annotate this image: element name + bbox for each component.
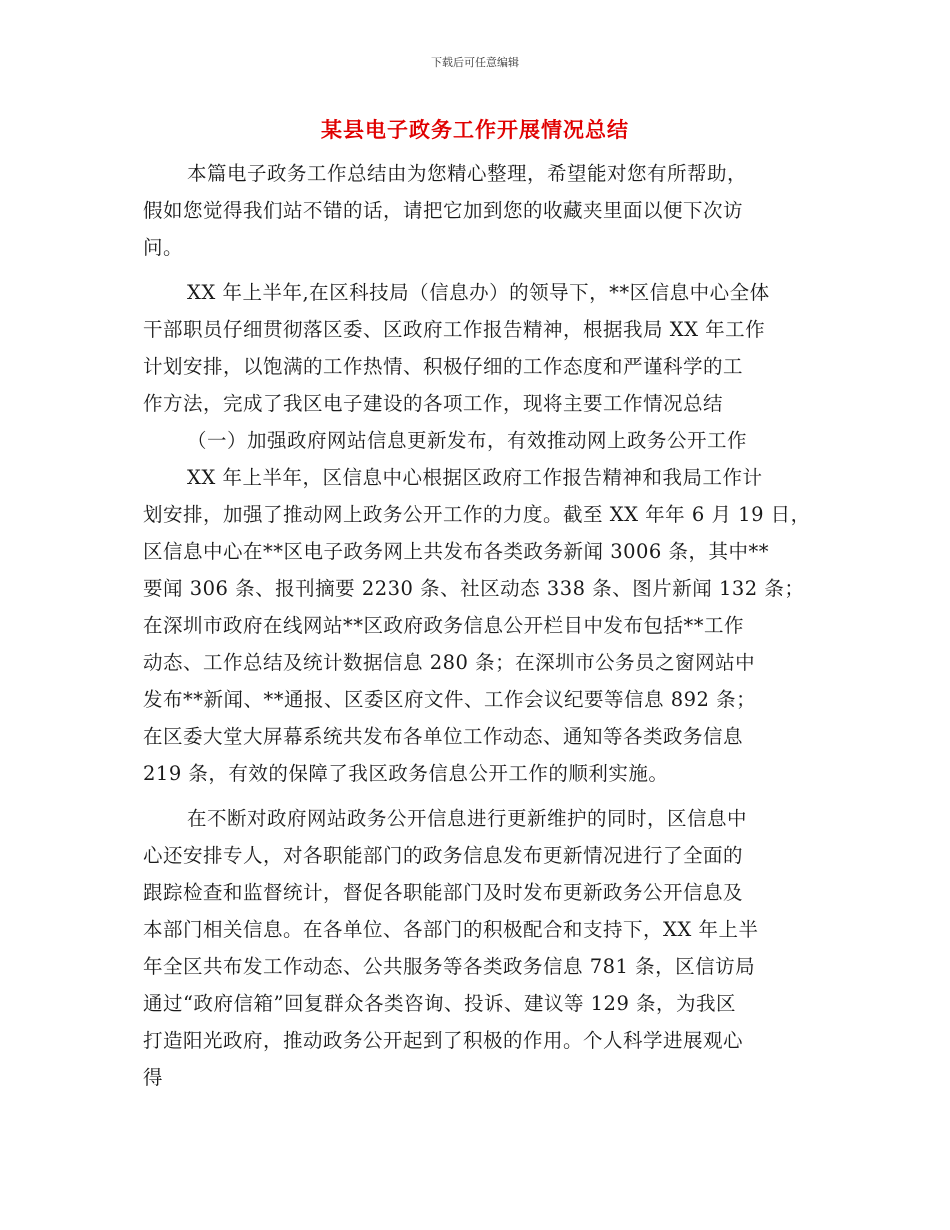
paragraph-intro xyxy=(143,155,803,266)
text-line: （一）加强政府网站信息更新发布，有效推动网上政务公开工作 xyxy=(187,429,748,452)
text-line: 打造阳光政府，推动政务公开起到了积极的作用。个人科学进展观心 xyxy=(143,1029,744,1052)
text-line: 219 条，有效的保障了我区政务信息公开工作的顺利实施。 xyxy=(143,762,669,785)
text-line: 作方法，完成了我区电子建设的各项工作，现将主要工作情况总结 xyxy=(143,392,724,415)
text-line: 干部职员仔细贯彻落区委、区政府工作报告精神，根据我局 XX 年工作 xyxy=(143,318,766,341)
text-line: 计划安排，以饱满的工作热情、积极仔细的工作态度和严谨科学的工 xyxy=(143,355,744,378)
text-line: XX 年上半年，区信息中心根据区政府工作报告精神和我局工作计 xyxy=(187,466,763,489)
paragraph-overview xyxy=(143,274,803,422)
text-line: 年全区共布发工作动态、公共服务等各类政务信息 781 条，区信访局 xyxy=(143,955,756,978)
text-line: 在区委大堂大屏幕系统共发布各单位工作动态、通知等各类政务信息 xyxy=(143,725,744,748)
text-line: 跟踪检查和监督统计，督促各职能部门及时发布更新政务公开信息及 xyxy=(143,881,744,904)
paragraph-supervision xyxy=(143,800,803,1096)
text-line: 发布**新闻、**通报、区委区府文件、工作会议纪要等信息 892 条； xyxy=(143,688,757,711)
text-line: 要闻 306 条、报刊摘要 2230 条、社区动态 338 条、图片新闻 132 条； xyxy=(143,577,805,600)
text-line: 区信息中心在**区电子政务网上共发布各类政务新闻 3006 条，其中** xyxy=(143,540,770,563)
text-line: 问。 xyxy=(143,236,184,259)
text-line: 本篇电子政务工作总结由为您精心整理，希望能对您有所帮助， xyxy=(187,162,748,185)
text-line: 本部门相关信息。在各单位、各部门的积极配合和支持下，XX 年上半 xyxy=(143,918,759,941)
text-line: XX 年上半年,在区科技局（信息办）的领导下，**区信息中心全体 xyxy=(187,281,770,304)
paragraph-statistics xyxy=(143,459,811,792)
text-line: 划安排，加强了推动网上政务公开工作的力度。截至 XX 年年 6 月 19 日， xyxy=(143,503,811,526)
text-line: 在深圳市政府在线网站**区政府政务信息公开栏目中发布包括**工作 xyxy=(143,614,745,637)
document-title: 某县电子政务工作开展情况总结 xyxy=(321,118,629,142)
text-line: 得 xyxy=(143,1066,164,1089)
page-header: 下载后可任意编辑 xyxy=(431,56,519,69)
text-line: 动态、工作总结及统计数据信息 280 条；在深圳市公务员之窗网站中 xyxy=(143,651,756,674)
text-line: 假如您觉得我们站不错的话，请把它加到您的收藏夹里面以便下次访 xyxy=(143,199,744,222)
text-line: 通过“政府信箱”回复群众各类咨询、投诉、建议等 129 条，为我区 xyxy=(143,992,737,1015)
text-line: 心还安排专人，对各职能部门的政务信息发布更新情况进行了全面的 xyxy=(143,844,744,867)
text-line: 在不断对政府网站政务公开信息进行更新维护的同时，区信息中 xyxy=(187,807,748,830)
section-heading-1 xyxy=(143,422,803,459)
document-body xyxy=(143,155,811,1096)
